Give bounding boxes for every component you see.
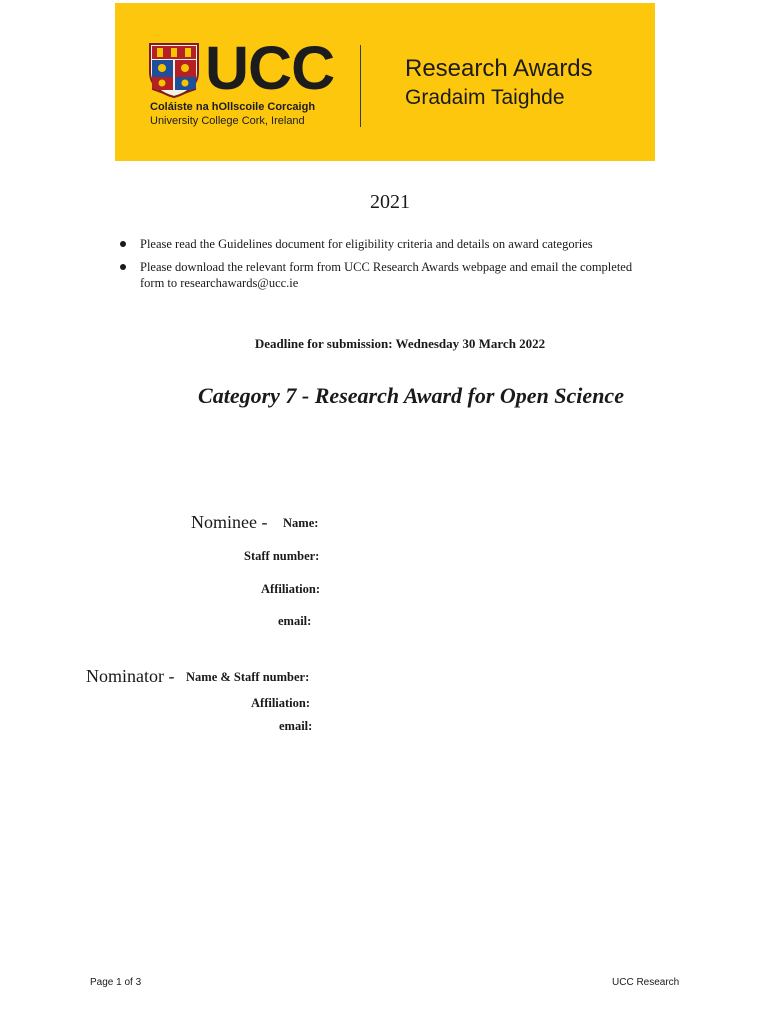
nominee-heading: Nominee - [191, 512, 268, 532]
category-title: Category 7 - Research Award for Open Science [198, 383, 624, 408]
banner-divider [360, 45, 361, 127]
instruction-text: Please download the relevant form from UCC Research Awards webpage and email the completed form to researchawards@ucc.ie [140, 260, 633, 290]
research-awards-title-irish: Gradaim Taighde [405, 86, 565, 109]
nominee-name-label: Name: [283, 516, 319, 530]
instructions-list [118, 236, 658, 298]
bullet-icon [120, 241, 126, 247]
submission-deadline: Deadline for submission: Wednesday 30 March 2022 [254, 336, 546, 351]
instruction-text: Please read the Guidelines document for eligibility criteria and details on award categories [140, 237, 593, 251]
header-banner [115, 3, 655, 161]
university-name-irish: Coláiste na hOllscoile Corcaigh [150, 101, 316, 113]
nominator-affiliation-label: Affiliation: [251, 696, 311, 710]
instruction-item [118, 259, 658, 291]
nominator-name-staff-label: Name & Staff number: [186, 670, 310, 684]
bullet-icon [120, 264, 126, 270]
nominator-email-label: email: [279, 719, 313, 733]
ucc-wordmark: UCC [205, 34, 335, 102]
ucc-crest-logo [148, 42, 200, 98]
research-awards-title: Research Awards [405, 55, 593, 82]
nominee-staff-number-label: Staff number: [244, 549, 320, 563]
nominee-affiliation-label: Affiliation: [261, 582, 321, 596]
page-number: Page 1 of 3 [90, 977, 142, 988]
nominee-email-label: email: [278, 614, 312, 628]
footer-source: UCC Research [612, 977, 680, 988]
award-year: 2021 [370, 191, 410, 213]
university-name-english: University College Cork, Ireland [150, 115, 305, 127]
instruction-item [118, 236, 658, 252]
nominator-heading: Nominator - [86, 666, 175, 686]
